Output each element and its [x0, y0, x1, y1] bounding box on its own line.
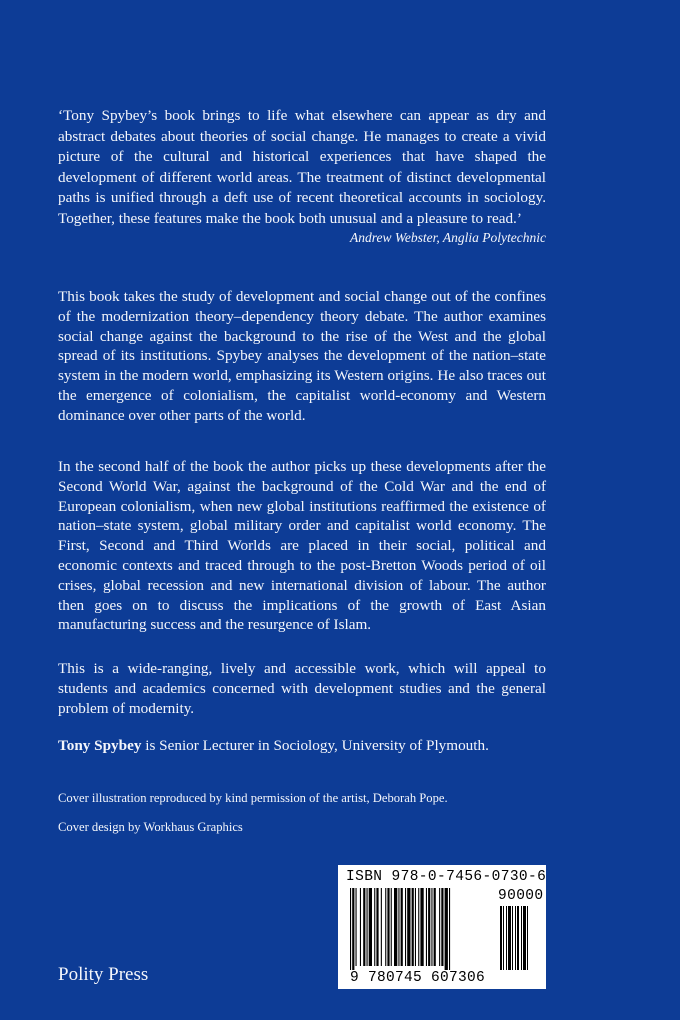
design-credit: Cover design by Workhaus Graphics	[58, 820, 243, 834]
addon-bar	[500, 906, 502, 970]
barcode-bar	[401, 888, 403, 966]
barcode-bar	[412, 888, 414, 966]
addon-bar	[508, 906, 511, 970]
price-addon-code: 90000	[498, 888, 544, 904]
description-paragraph-3: This is a wide-ranging, lively and accessible work, which will appeal to students and academics concerned with development studies and the general problem of modernity.	[58, 660, 546, 717]
addon-bar	[527, 906, 528, 970]
barcode-bar	[426, 888, 427, 966]
barcode-bar	[441, 888, 443, 966]
barcode-bar	[445, 888, 448, 970]
barcode-bar	[387, 888, 389, 966]
barcode-bar	[381, 888, 382, 966]
addon-bar	[523, 906, 526, 970]
author-bio	[58, 736, 558, 756]
barcode-bar	[363, 888, 365, 966]
barcode-bar	[352, 888, 354, 970]
barcode-bar	[350, 888, 351, 970]
addon-bar	[515, 906, 516, 970]
addon-bar	[512, 906, 513, 970]
barcode-bar	[428, 888, 430, 966]
barcode-bar	[374, 888, 375, 966]
barcode-bar	[376, 888, 378, 966]
barcode-bar	[434, 888, 436, 966]
addon-bar	[503, 906, 504, 970]
addon-bar	[521, 906, 522, 970]
description-paragraph-1: This book takes the study of development and social change out of the confines of the modernization theory–dependency theory debate. The author examines social change against the background to the rise of the West and the global spread of its institutions. Spybey analyses the development of the nation–state system in the modern world, emphasizing its Western origins. He also traces out the emergence of colonialism, the capitalist world-economy and Western dominance over other parts of the world.	[58, 288, 546, 424]
barcode-bar	[398, 888, 399, 966]
author-name: Tony Spybey	[58, 737, 142, 754]
barcode-bar	[418, 888, 419, 966]
barcode-bar	[369, 888, 372, 966]
barcode-bar	[356, 888, 357, 966]
barcode-bars	[350, 888, 540, 970]
description-paragraph-2: In the second half of the book the author picks up these developments after the Second World War, against the background of the Cold War and the end of European colonialism, when new global institutions reaffirmed the existence of nation–state system, global military order and capitalist world economy. The First, Second and Third Worlds are placed in their social, political and economic contexts and traced through to the post-Bretton Woods period of oil crises, global recession and new international division of labour. The author then goes on to discuss the implications of the growth of East Asian manufacturing success and the resurgence of Islam.	[58, 458, 546, 634]
isbn-text: ISBN 978-0-7456-0730-6	[346, 869, 547, 885]
barcode-bar	[360, 888, 361, 966]
barcode-bar	[367, 888, 368, 966]
ean-digits: 9 780745 607306	[350, 970, 486, 986]
barcode-bar	[415, 888, 416, 966]
review-attribution: Andrew Webster, Anglia Polytechnic	[350, 230, 546, 245]
addon-bar	[506, 906, 507, 970]
barcode-bar	[385, 888, 386, 966]
barcode-bar	[407, 888, 410, 966]
barcode-bar	[431, 888, 432, 966]
barcode-bar	[394, 888, 397, 966]
author-bio-text: is Senior Lecturer in Sociology, University of Plymouth.	[141, 737, 489, 754]
publisher-logo-text: Polity Press	[58, 964, 149, 985]
addon-bar	[517, 906, 519, 970]
illustration-credit: Cover illustration reproduced by kind permission of the artist, Deborah Pope.	[58, 791, 448, 805]
barcode-bar	[439, 888, 440, 966]
barcode-bar	[391, 888, 392, 966]
barcode-bar	[405, 888, 406, 966]
barcode-bar	[449, 888, 450, 970]
review-quote: ‘Tony Spybey’s book brings to life what elsewhere can appear as dry and abstract debates about theories of social change. He manages to create a vivid picture of the cultural and historical experiences that have shaped the development of different world areas. The treatment of distinct developmental paths is unified through a deft use of recent theoretical accounts in sociology. Together, these features make the book both unusual and a pleasure to read.’	[58, 107, 546, 227]
barcode-bar	[420, 888, 423, 966]
